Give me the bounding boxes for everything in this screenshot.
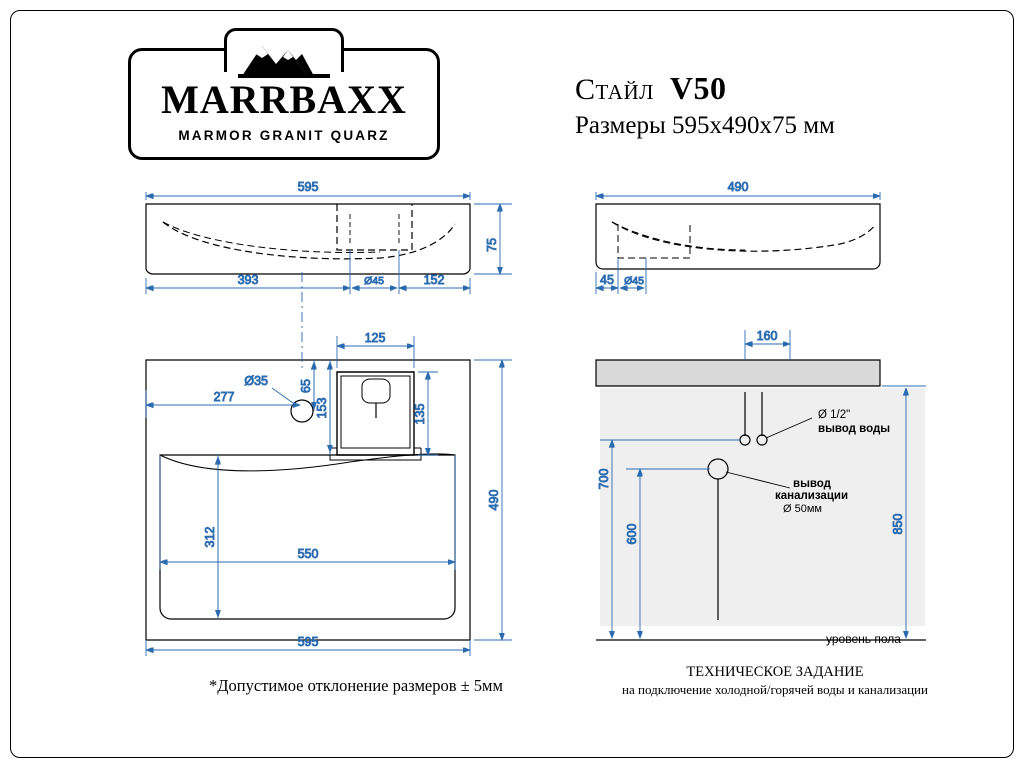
dimensions-title: Размеры 595x490x75 мм: [575, 112, 835, 139]
dim-front-hole: Ø45: [364, 275, 384, 287]
dim-install-700: 700: [597, 468, 611, 490]
logo-wordmark: MARRBAXX: [161, 77, 407, 122]
dim-install-600: 600: [625, 523, 639, 545]
dim-install-160: 160: [756, 329, 778, 343]
dim-side-490: 490: [727, 180, 749, 194]
dim-plan-312: 312: [203, 526, 217, 548]
dim-side-45: 45: [600, 273, 614, 287]
dim-front-393: 393: [237, 273, 259, 287]
dim-plan-153: 153: [315, 397, 329, 419]
dim-plan-hole35: Ø35: [244, 374, 268, 388]
model-code: V50: [669, 70, 727, 106]
dim-plan-65: 65: [299, 379, 313, 393]
dim-plan-277: 277: [213, 390, 235, 404]
tolerance-note: *Допустимое отклонение размеров ± 5мм: [209, 676, 503, 695]
label-sewer-3: Ø 50мм: [783, 503, 822, 515]
dim-front-595: 595: [297, 180, 319, 194]
dim-front-152: 152: [423, 273, 445, 287]
dim-plan-550: 550: [297, 547, 319, 561]
dim-install-850: 850: [891, 513, 905, 535]
label-sewer-1: вывод: [793, 478, 831, 490]
dim-plan-490: 490: [487, 489, 501, 511]
label-water-outlet: вывод воды: [818, 423, 891, 435]
model-label: Стайл: [575, 73, 654, 106]
dim-side-hole: Ø45: [624, 275, 644, 287]
label-sewer-2: канализации: [775, 490, 849, 502]
logo-tagline: MARMOR GRANIT QUARZ: [178, 128, 390, 143]
dim-plan-595: 595: [297, 635, 319, 649]
dim-plan-125: 125: [364, 331, 386, 345]
label-floor-level: уровень пола: [826, 632, 901, 646]
dim-plan-135: 135: [413, 403, 427, 425]
spec-subtitle: на подключение холодной/горячей воды и канализации: [622, 682, 928, 697]
spec-title: ТЕХНИЧЕСКОЕ ЗАДАНИЕ: [686, 664, 864, 680]
label-water-diameter: Ø 1/2": [818, 409, 851, 421]
dim-front-75: 75: [485, 238, 499, 252]
